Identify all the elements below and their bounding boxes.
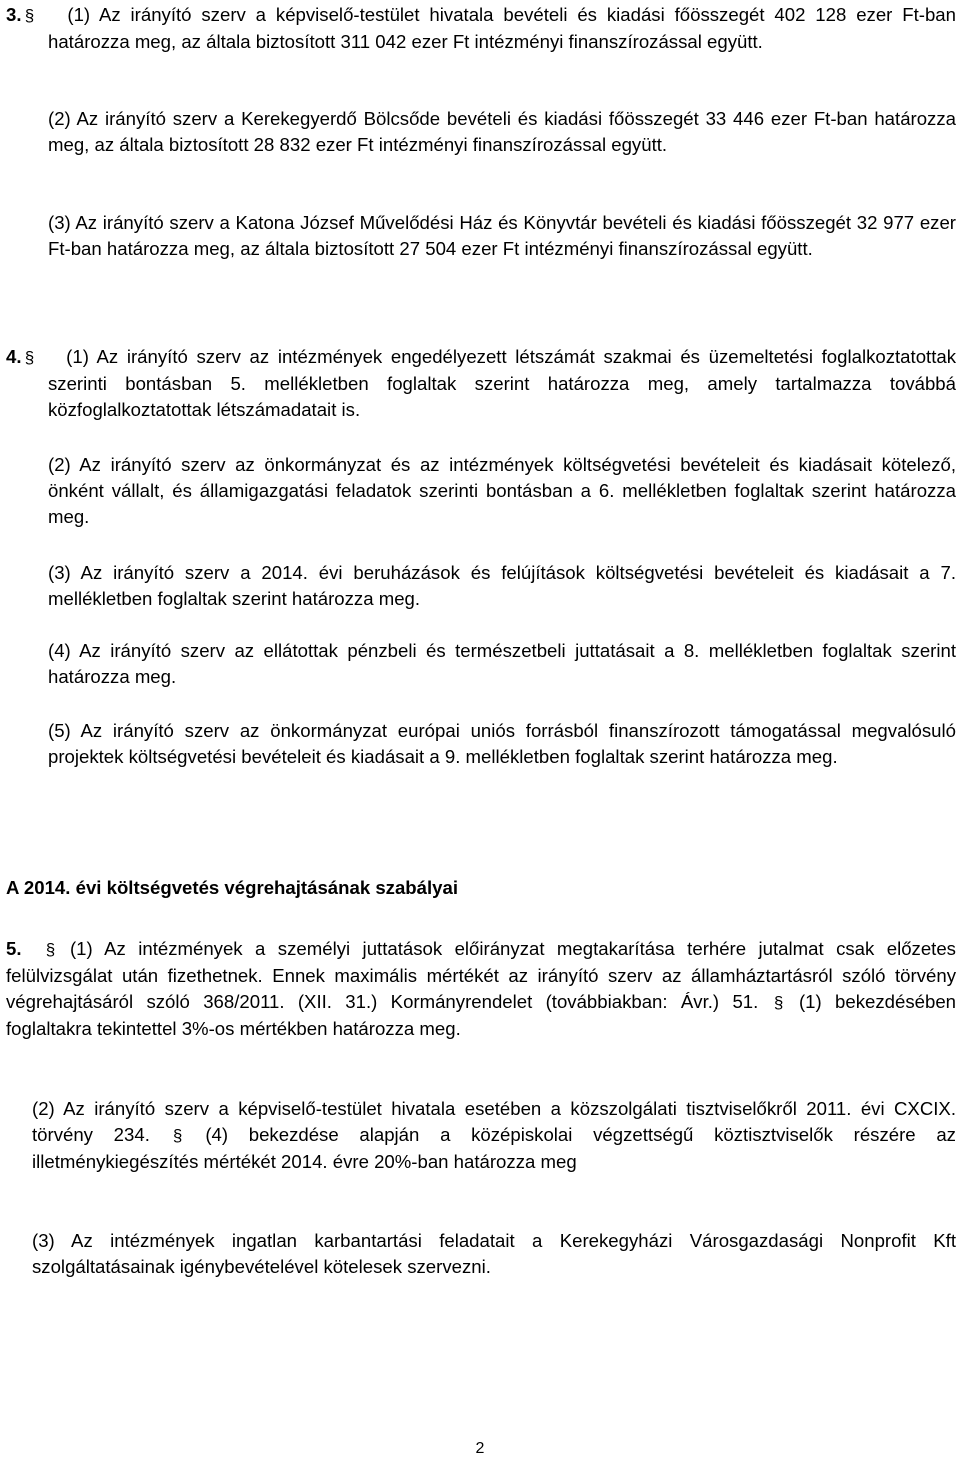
section-4-paragraph-3: (3) Az irányító szerv a 2014. évi beruházások és felújítások költségvetési bevételeit és kiadásait a 7. mellékletben foglaltak szerint határozza meg. [48,562,956,609]
paragraph-text-part-1: (2) Az irányító szerv a képviselő-testület hivatala esetében a közszolgálati tisztviselőkről 2011. évi CXCIX. törvény 234. [32,1098,956,1145]
section-3-paragraph-2: (2) Az irányító szerv a Kerekegyerdő Bölcsőde bevételi és kiadási főösszegét 33 446 ezer Ft-ban határozza meg, az általa biztosított 28 832 ezer Ft intézményi finanszírozással együtt. [48,108,956,155]
section-sign: § [773,993,784,1012]
section-5-paragraph-1 [6,936,956,1042]
paragraph-text-part-1: (1) Az intézmények a személyi juttatások előirányzat megtakarítása terhére jutalmat csak előzetes felülvizsgálat után fizethetnek. Ennek maximális mértékét az irányító szerv az államháztartásról szóló törvény végrehajtásáról szóló 368/2011. (XII. 31.) Kormányrendelet (továbbiakban: Ávr.) 51. [6,938,956,1012]
page-number: 2 [475,1440,485,1457]
section-3-paragraph-3: (3) Az irányító szerv a Katona József Művelődési Ház és Könyvtár bevételi és kiadási főösszegét 32 977 ezer Ft-ban határozza meg, az általa biztosított 27 504 ezer Ft intézményi finanszírozással együtt. [48,212,956,259]
section-heading: A 2014. évi költségvetés végrehajtásának szabályai [6,877,459,898]
paragraph-text-part-2: (1) bekezdésében foglaltakra tekintettel 3%-os mértékben határozza meg. [6,991,956,1039]
section-sign: § [45,940,56,959]
section-sign: § [24,6,35,25]
section-4-paragraph-1 [6,344,956,423]
section-number: 3. [6,4,22,25]
section-4-paragraph-5: (5) Az irányító szerv az önkormányzat európai uniós forrásból finanszírozott támogatással megvalósuló projektek költségvetési bevételeit és kiadásait a 9. mellékletben foglaltak szerint határozza meg. [48,720,956,767]
section-number: 4. [6,346,22,367]
section-sign: § [172,1126,183,1145]
section-5-paragraph-3: (3) Az intézmények ingatlan karbantartási feladatait a Kerekegyházi Városgazdasági Nonprofit Kft szolgáltatásainak igénybevételével kötelesek szervezni. [32,1230,956,1277]
section-number: 5. [6,938,22,959]
section-4-paragraph-4: (4) Az irányító szerv az ellátottak pénzbeli és természetbeli juttatásait a 8. mellékletben foglaltak szerint határozza meg. [48,640,956,687]
section-3-paragraph-1 [6,2,956,55]
paragraph-text-part-2: (4) bekezdése alapján a középiskolai végzettségű köztisztviselők részére az illetménykiegészítés mértékét 2014. évre 20%-ban határozza meg [32,1124,956,1172]
section-4-paragraph-2: (2) Az irányító szerv az önkormányzat és az intézmények költségvetési bevételeit és kiadásait kötelező, önként vállalt, és államigazgatási feladatok szerinti bontásban a 6. mellékletben foglaltak szerint határozza meg. [48,454,956,527]
paragraph-text: (1) Az irányító szerv az intézmények engedélyezett létszámát szakmai és üzemeltetési foglalkoztatottak szerinti bontásban 5. mellékletben foglaltak szerint határozza meg, amely tartalmazza továbbá közfoglalkoztatottak létszámadatait is. [48,346,956,420]
section-sign: § [24,348,35,367]
paragraph-text: (1) Az irányító szerv a képviselő-testület hivatala bevételi és kiadási főösszegét 402 128 ezer Ft-ban határozza meg, az általa biztosított 311 042 ezer Ft intézményi finanszírozással együtt. [48,4,956,52]
section-5-paragraph-2 [32,1096,956,1175]
